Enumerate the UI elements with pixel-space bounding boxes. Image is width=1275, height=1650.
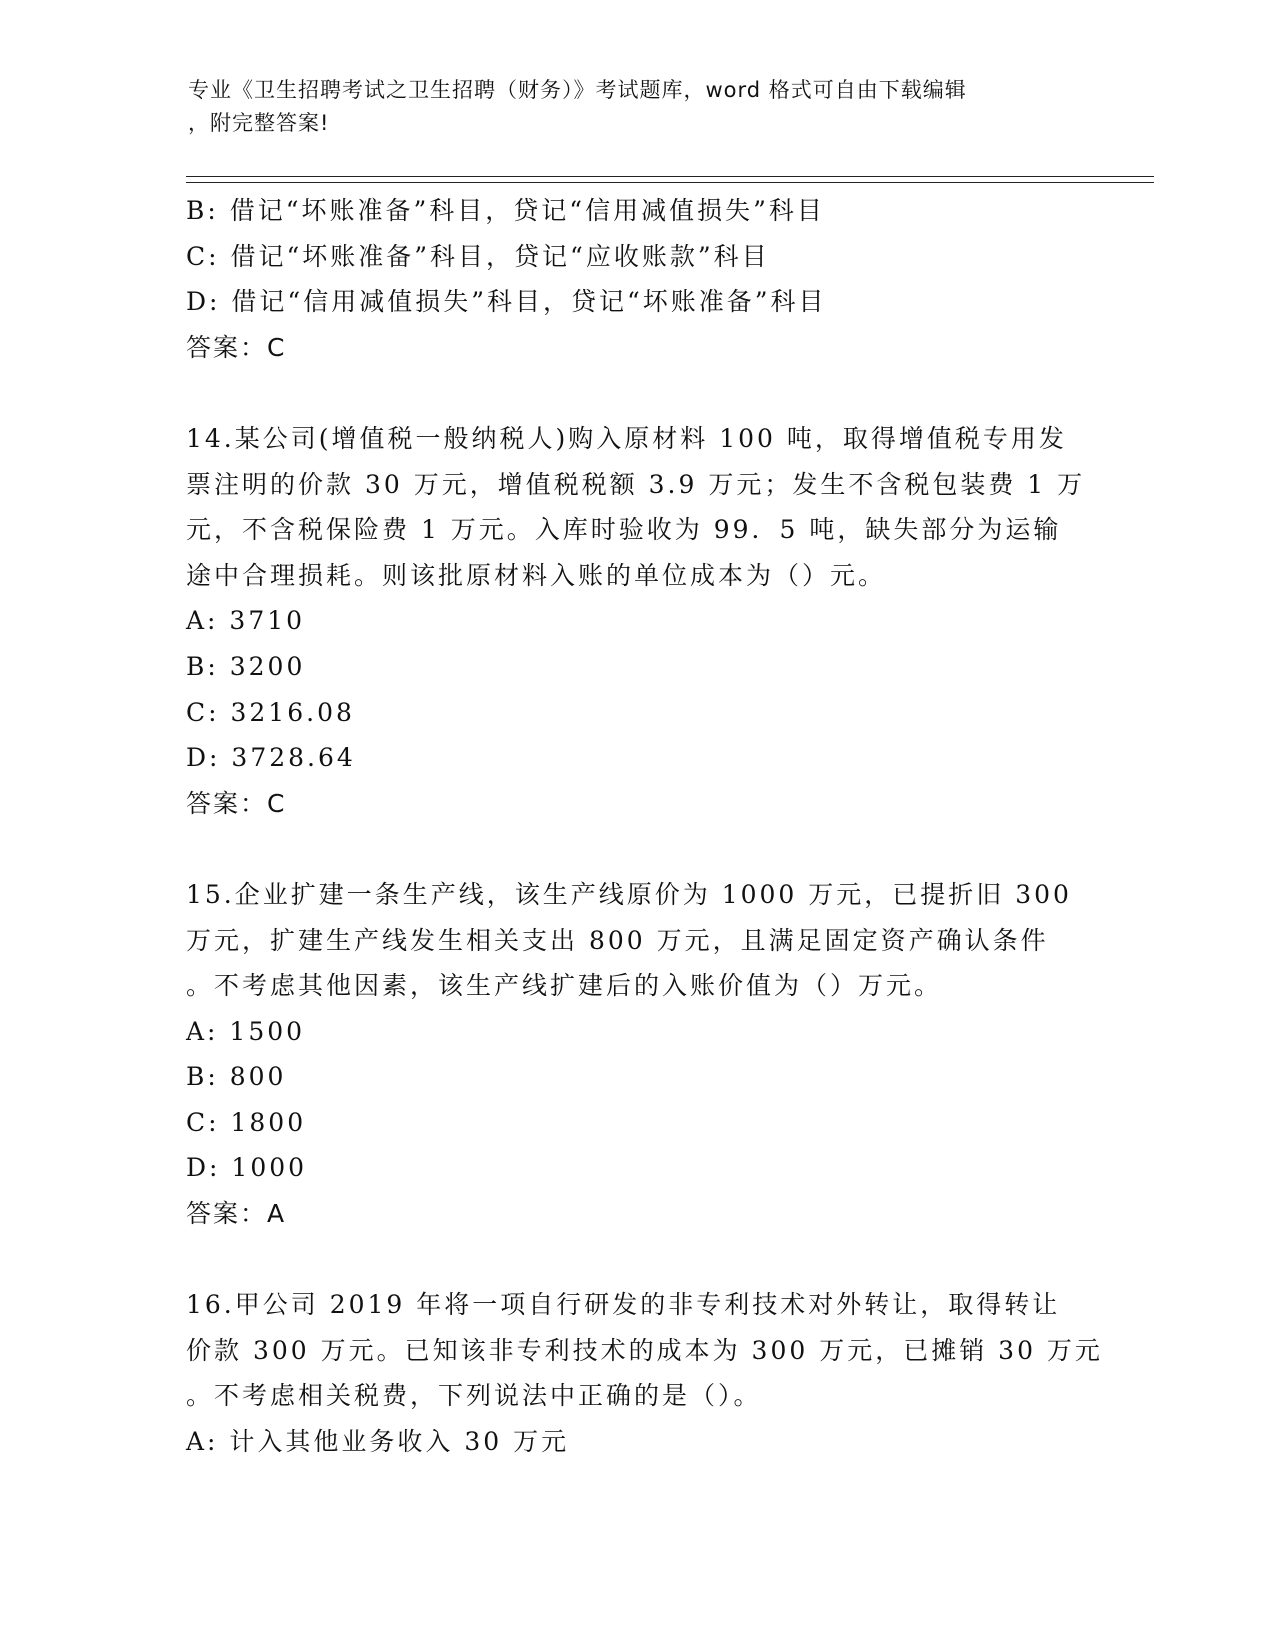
question-15 bbox=[186, 872, 1086, 1237]
header-divider bbox=[186, 182, 1154, 183]
answer: 答案：A bbox=[186, 1199, 287, 1229]
question-stem-line: 票注明的价款 30 万元，增值税税额 3.9 万元；发生不含税包装费 1 万 bbox=[186, 469, 1086, 499]
question-stem-line: 万元，扩建生产线发生相关支出 800 万元，且满足固定资产确认条件 bbox=[186, 925, 1049, 955]
question-stem-line: 价款 300 万元。已知该非专利技术的成本为 300 万元，已摊销 30 万元 bbox=[186, 1335, 1103, 1365]
question-stem-line: 14.某公司(增值税一般纳税人)购入原材料 100 吨，取得增值税专用发 bbox=[186, 423, 1067, 453]
option-a: A: 计入其他业务收入 30 万元 bbox=[186, 1427, 570, 1457]
option-b: B: 3200 bbox=[186, 651, 306, 681]
question-stem-line: 16.甲公司 2019 年将一项自行研发的非专利技术对外转让，取得转让 bbox=[186, 1290, 1061, 1320]
header-divider bbox=[186, 176, 1154, 177]
question-16 bbox=[186, 1282, 1103, 1464]
question-stem-line: 途中合理损耗。则该批原材料入账的单位成本为（）元。 bbox=[186, 560, 887, 590]
option-c: C: 借记“坏账准备”科目，贷记“应收账款”科目 bbox=[186, 241, 770, 271]
header-line: 专业《卫生招聘考试之卫生招聘（财务）》考试题库，word 格式可自由下载编辑 bbox=[188, 78, 967, 102]
option-d: D: 借记“信用减值损失”科目，贷记“坏账准备”科目 bbox=[186, 287, 827, 317]
option-d: D: 3728.64 bbox=[186, 743, 356, 773]
option-c: C: 3216.08 bbox=[186, 697, 355, 727]
header-line: ，附完整答案! bbox=[188, 111, 330, 135]
option-a: A: 1500 bbox=[186, 1016, 306, 1046]
question-stem-line: 15.企业扩建一条生产线，该生产线原价为 1000 万元，已提折旧 300 bbox=[186, 879, 1072, 909]
answer: 答案：C bbox=[186, 332, 287, 362]
question-list bbox=[186, 188, 1103, 1465]
page-header bbox=[188, 74, 1078, 140]
question-stem-line: 元，不含税保险费 1 万元。入库时验收为 99．5 吨，缺失部分为运输 bbox=[186, 515, 1062, 545]
answer: 答案：C bbox=[186, 788, 287, 818]
question-13 bbox=[186, 188, 1086, 370]
option-d: D: 1000 bbox=[186, 1153, 308, 1183]
option-a: A: 3710 bbox=[186, 606, 306, 636]
option-c: C: 1800 bbox=[186, 1107, 307, 1137]
option-b: B: 800 bbox=[186, 1062, 287, 1092]
option-b: B: 借记“坏账准备”科目，贷记“信用减值损失”科目 bbox=[186, 196, 825, 225]
question-stem-line: 。不考虑其他因素，该生产线扩建后的入账价值为（）万元。 bbox=[186, 971, 943, 1001]
question-stem-line: 。不考虑相关税费，下列说法中正确的是（）。 bbox=[186, 1381, 762, 1411]
question-14 bbox=[186, 416, 1086, 826]
